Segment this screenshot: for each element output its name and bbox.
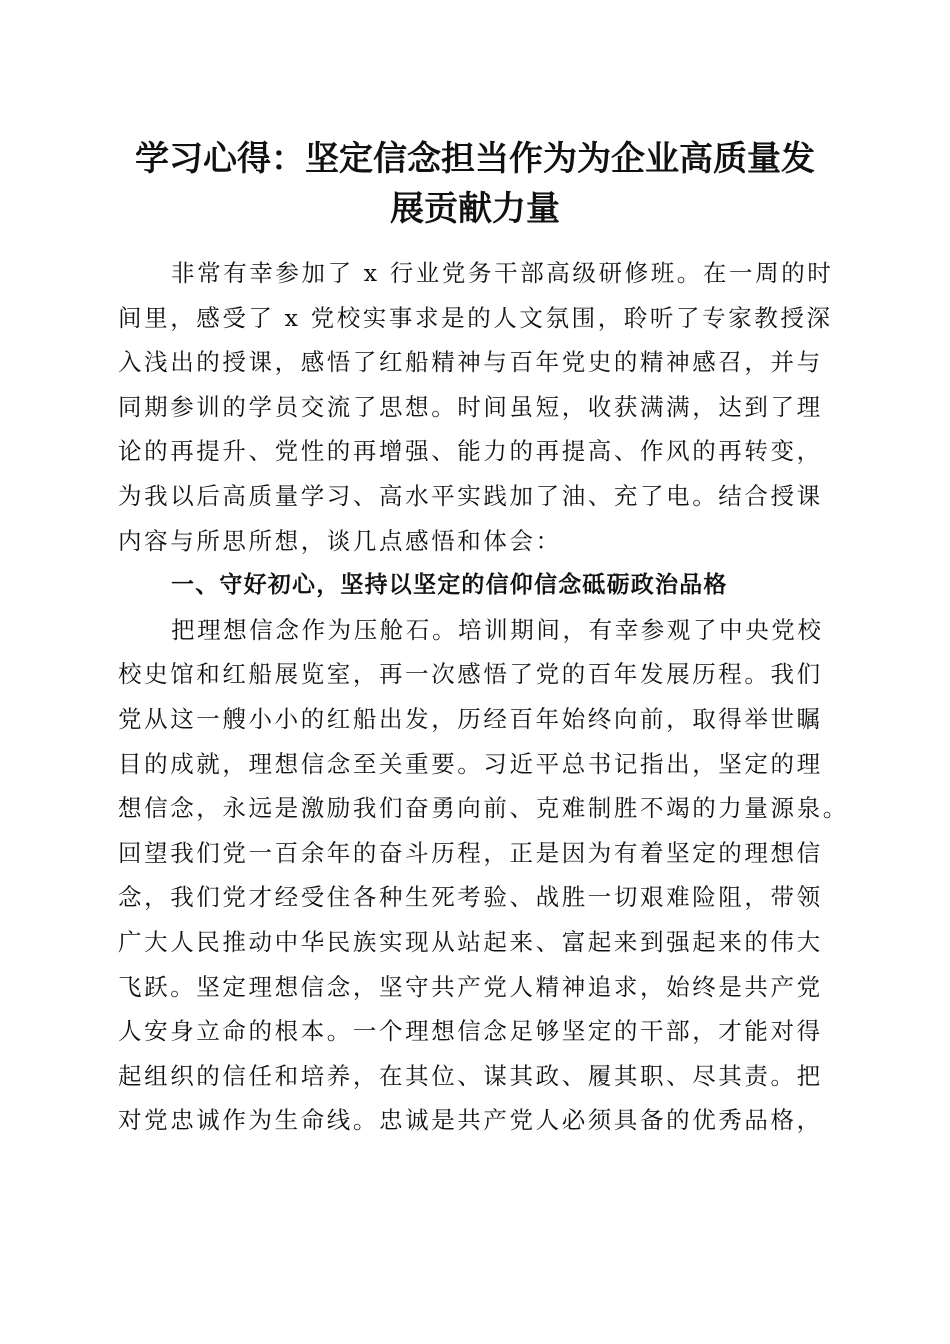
- paragraph-line: 把理想信念作为压舱石。培训期间，有幸参观了中央党校: [171, 615, 824, 644]
- paragraph-line: 为我以后高质量学习、高水平实践加了油、充了电。结合授课: [118, 481, 823, 510]
- paragraph-line: 想信念，永远是激励我们奋勇向前、克难制胜不竭的力量源泉。: [118, 794, 849, 823]
- paragraph-line: 目的成就，理想信念至关重要。习近平总书记指出，坚定的理: [118, 749, 823, 778]
- paragraph-line: 非常有幸参加了 x 行业党务干部高级研修班。在一周的时: [171, 259, 834, 287]
- document-title: [100, 134, 850, 234]
- paragraph-line: 校史馆和红船展览室，再一次感悟了党的百年发展历程。我们: [118, 660, 823, 689]
- paragraph-line: 人安身立命的根本。一个理想信念足够坚定的干部，才能对得: [118, 1017, 823, 1046]
- paragraph-line: 念，我们党才经受住各种生死考验、战胜一切艰难险阻，带领: [118, 883, 823, 912]
- paragraph-line: 回望我们党一百余年的奋斗历程，正是因为有着坚定的理想信: [118, 838, 823, 867]
- paragraph-line: 对党忠诚作为生命线。忠诚是共产党人必须具备的优秀品格，: [118, 1106, 823, 1135]
- paragraph-line: 飞跃。坚定理想信念，坚守共产党人精神追求，始终是共产党: [118, 972, 823, 1001]
- title-line-2: 展贡献力量: [390, 189, 560, 229]
- document-body: [118, 251, 849, 1143]
- section-heading: 一、守好初心，坚持以坚定的信仰信念砥砺政治品格: [171, 572, 728, 599]
- paragraph-line: 内容与所思所想，谈几点感悟和体会：: [118, 526, 562, 555]
- paragraph-line: 入浅出的授课，感悟了红船精神与百年党史的精神感召，并与: [118, 348, 823, 377]
- paragraph-line: 论的再提升、党性的再增强、能力的再提高、作风的再转变，: [118, 437, 823, 466]
- paragraph-line: 同期参训的学员交流了思想。时间虽短，收获满满，达到了理: [118, 392, 823, 421]
- paragraph-line: 党从这一艘小小的红船出发，历经百年始终向前，取得举世瞩: [118, 704, 823, 733]
- paragraph-line: 间里，感受了 x 党校实事求是的人文氛围，聆听了专家教授深: [118, 303, 833, 332]
- paragraph-line: 广大人民推动中华民族实现从站起来、富起来到强起来的伟大: [118, 927, 823, 956]
- title-line-1: 学习心得：坚定信念担当作为为企业高质量发: [135, 139, 815, 179]
- paragraph-line: 起组织的信任和培养，在其位、谋其政、履其职、尽其责。把: [118, 1061, 823, 1090]
